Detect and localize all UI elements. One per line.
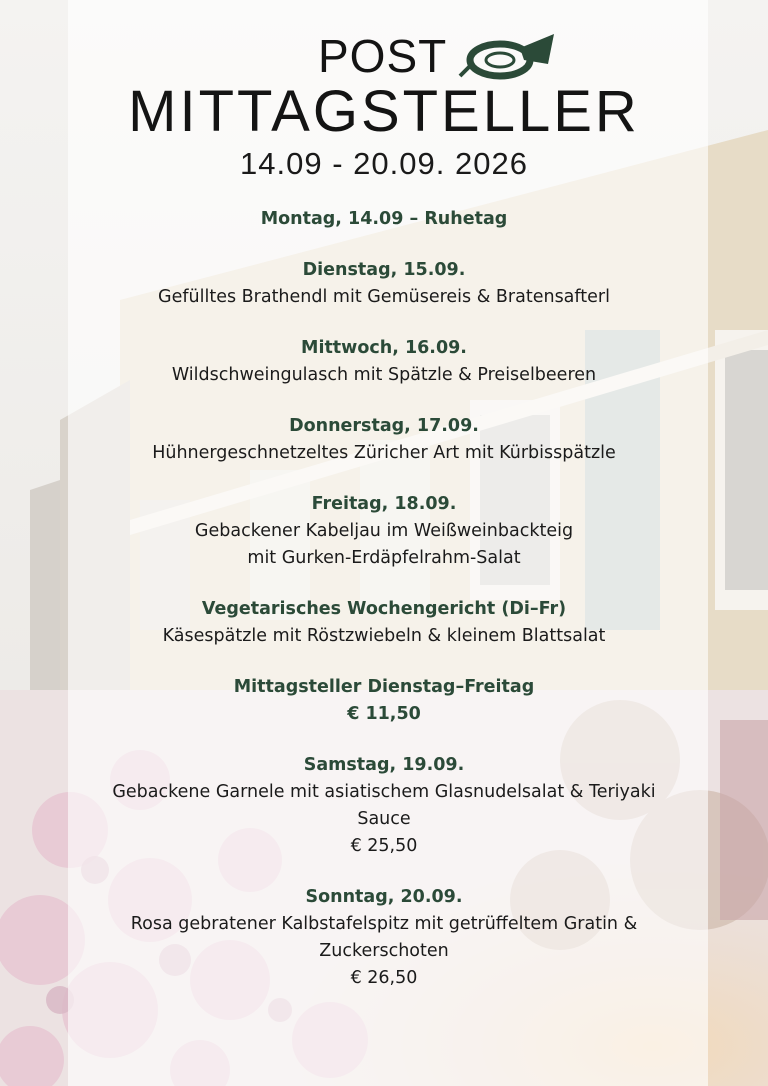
- menu-entry: [0, 674, 768, 728]
- menu-dish-line: Gefülltes Brathendl mit Gemüsereis & Bratensafterl: [158, 287, 610, 307]
- menu-dish-line: Wildschweingulasch mit Spätzle & Preiselbeeren: [171, 365, 597, 385]
- brand-line: [318, 30, 448, 82]
- menu-entry: [0, 335, 768, 389]
- menu-list: [0, 206, 768, 1016]
- menu-entry: [0, 596, 768, 650]
- brand-name: POST: [318, 30, 448, 82]
- menu-dish-line: Hühnergeschnetzeltes Züricher Art mit Kürbisspätzle: [152, 443, 616, 463]
- posthorn-icon: [458, 30, 558, 86]
- menu-dish-line: € 26,50: [350, 968, 418, 988]
- menu-day-heading: Freitag, 18.09.: [311, 494, 457, 514]
- menu-dish-line: Gebackener Kabeljau im Weißweinbackteig: [194, 521, 574, 541]
- menu-dish-line: Gebackene Garnele mit asiatischem Glasnudelsalat & Teriyaki: [112, 782, 656, 802]
- menu-day-heading: Vegetarisches Wochengericht (Di–Fr): [201, 599, 567, 619]
- menu-entry: [0, 257, 768, 311]
- menu-day-heading: Sonntag, 20.09.: [305, 887, 463, 907]
- menu-day-heading: Samstag, 19.09.: [303, 755, 465, 775]
- menu-dish-line: € 25,50: [350, 836, 418, 856]
- menu-dish-line: Sauce: [357, 809, 411, 829]
- menu-day-heading: Dienstag, 15.09.: [302, 260, 466, 280]
- menu-entry: [0, 206, 768, 233]
- menu-entry: [0, 884, 768, 992]
- menu-entry: [0, 752, 768, 860]
- menu-dish-line: Zuckerschoten: [319, 941, 449, 961]
- page-title: MITTAGSTELLER: [128, 79, 640, 144]
- menu-entry: [0, 491, 768, 572]
- menu-dish-line: mit Gurken-Erdäpfelrahm-Salat: [247, 548, 521, 568]
- menu-day-heading: Montag, 14.09 – Ruhetag: [260, 209, 508, 229]
- menu-dish-line: Käsespätzle mit Röstzwiebeln & kleinem Blattsalat: [162, 626, 606, 646]
- menu-dish-line: Rosa gebratener Kalbstafelspitz mit getrüffeltem Gratin &: [130, 914, 638, 934]
- menu-day-heading: Mittagsteller Dienstag–Freitag: [233, 677, 535, 697]
- date-range: 14.09 - 20.09. 2026: [240, 146, 528, 181]
- menu-dish-line: € 11,50: [347, 704, 421, 724]
- menu-entry: [0, 413, 768, 467]
- menu-day-heading: Donnerstag, 17.09.: [289, 416, 479, 436]
- menu-day-heading: Mittwoch, 16.09.: [301, 338, 467, 358]
